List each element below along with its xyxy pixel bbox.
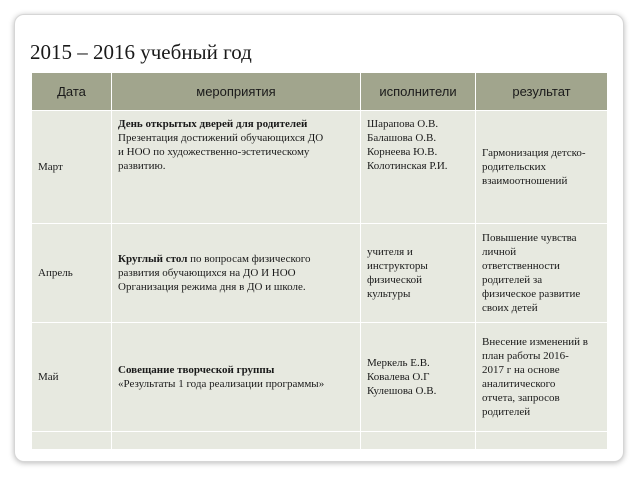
result-line: родителей	[482, 406, 531, 418]
table-header-row	[32, 73, 608, 111]
cell-result	[476, 224, 608, 323]
result-line: Повышение чувства	[482, 232, 577, 244]
event-title: Круглый стол	[118, 253, 188, 265]
event-text-line: Организация режима дня в ДО и школе.	[118, 281, 306, 293]
executor: Шарапова О.В.	[367, 118, 439, 130]
result-line: Гармонизация детско-	[482, 147, 586, 159]
executor: учителя и	[367, 246, 413, 258]
empty-cell	[361, 432, 476, 450]
event-text-line: и НОО по художественно-эстетическому	[118, 146, 310, 158]
executor: Колотинская Р.И.	[367, 160, 448, 172]
executor: физической	[367, 274, 422, 286]
event-text-line: развития обучающихся на ДО И НОО	[118, 267, 296, 279]
event-title: Совещание творческой группы	[118, 364, 275, 376]
event-text-line: развитию.	[118, 160, 166, 172]
cell-event	[112, 323, 361, 432]
empty-cell	[112, 432, 361, 450]
result-line: отчета, запросов	[482, 392, 560, 404]
cell-event	[112, 224, 361, 323]
cell-date: Май	[32, 323, 112, 432]
cell-executors	[361, 323, 476, 432]
executor: Балашова О.В.	[367, 132, 437, 144]
header-events: мероприятия	[112, 73, 361, 111]
empty-cell	[476, 432, 608, 450]
result-line: план работы 2016-	[482, 350, 569, 362]
executor: культуры	[367, 288, 411, 300]
result-line: Внесение изменений в	[482, 336, 588, 348]
table-row	[32, 323, 608, 432]
table-row	[32, 111, 608, 224]
header-executors: исполнители	[361, 73, 476, 111]
result-line: взаимоотношений	[482, 175, 568, 187]
event-text-line: «Результаты 1 года реализации программы»	[118, 378, 325, 390]
header-date: Дата	[32, 73, 112, 111]
cell-event	[112, 111, 361, 224]
result-line: своих детей	[482, 302, 538, 314]
executor: Меркель Е.В.	[367, 357, 430, 369]
result-line: ответственности	[482, 260, 560, 272]
events-table	[31, 72, 608, 450]
executor: Ковалева О.Г	[367, 371, 430, 383]
executor: Корнеева Ю.В.	[367, 146, 438, 158]
result-line: 2017 г на основе	[482, 364, 560, 376]
event-title-rest: по вопросам физического	[187, 253, 311, 265]
header-result: результат	[476, 73, 608, 111]
cell-result	[476, 323, 608, 432]
result-line: родителей за	[482, 274, 543, 286]
cell-executors	[361, 224, 476, 323]
cell-executors	[361, 111, 476, 224]
result-line: аналитического	[482, 378, 556, 390]
executor: инструкторы	[367, 260, 428, 272]
event-title: День открытых дверей для родителей	[118, 118, 308, 130]
slide-title: 2015 – 2016 учебный год	[30, 40, 252, 64]
result-line: личной	[482, 246, 517, 258]
cell-date: Апрель	[32, 224, 112, 323]
event-text-line: Презентация достижений обучающихся ДО	[118, 132, 324, 144]
empty-cell	[32, 432, 112, 450]
result-line: физическое развитие	[482, 288, 581, 300]
executor: Кулешова О.В.	[367, 385, 437, 397]
result-line: родительских	[482, 161, 546, 173]
table-row	[32, 224, 608, 323]
event-first-line	[118, 252, 354, 266]
table-row-empty	[32, 432, 608, 450]
cell-result	[476, 111, 608, 224]
cell-date: Март	[32, 111, 112, 224]
